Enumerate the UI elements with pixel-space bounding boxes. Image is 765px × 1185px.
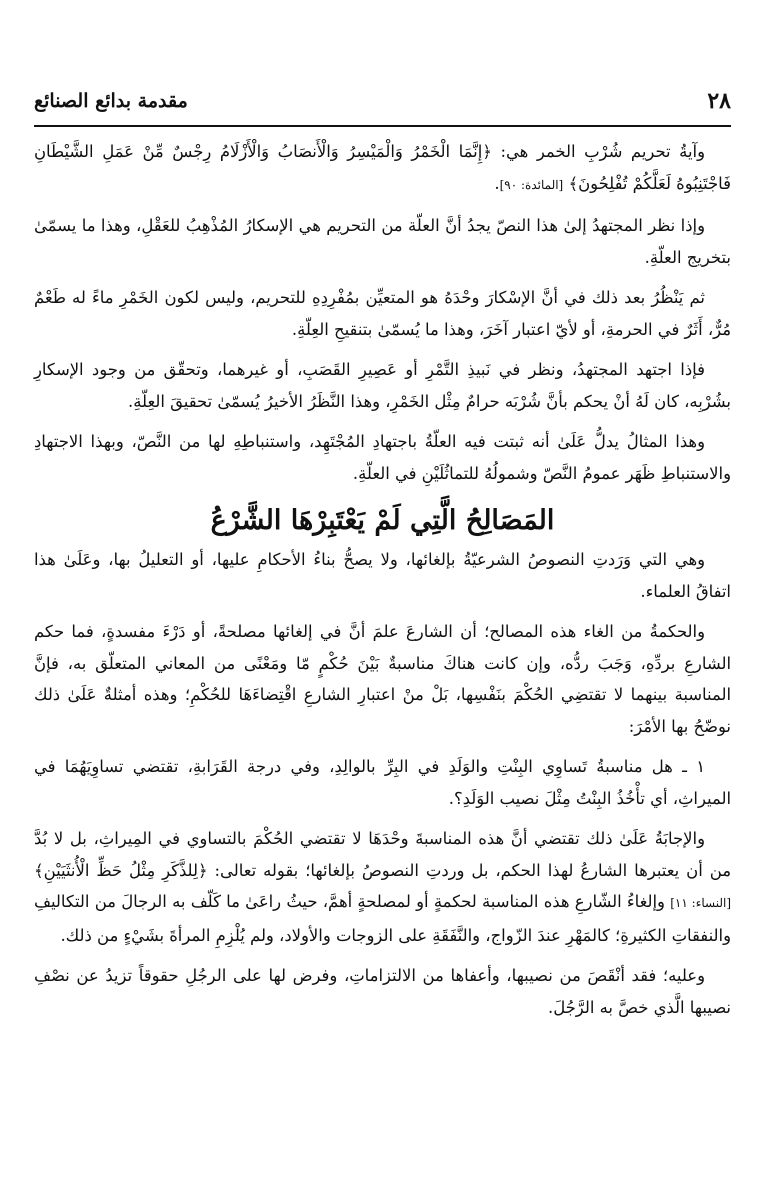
page-number: ٢٨ <box>707 88 731 114</box>
paragraph-5: وهذا المثالُ يدلُّ عَلَىٰ أنه ثبتت فيه العلّةُ باجتهادِ المُجْتَهِد، واستنباطِهِ لها من النَّصّ، وبهذا الاجتهادِ والاستنباطِ ظَهَر عمومُ النَّصّ وشمولُهُ للتماثُلَيْنِ في العلّةِ. <box>34 432 731 483</box>
paragraph-8: ١ ـ هل مناسبةُ تَساوِي البِنْتِ والوَلَدِ في البِرِّ بالوالِدِ، وفي درجة القَرَابةِ، تقتضي تساوِيَهُمَا في الميراثِ، أي تأْخُذُ البِنْتُ مِثْلَ نصيب الوَلَدِ؟. <box>34 757 731 808</box>
paragraph-9-start: والإجابَةُ عَلَىٰ ذلك تقتضي أنَّ هذه المناسبةَ وحْدَهَا لا تقتضي الحُكْمَ بالتساوي في المِيراثِ، بل لا بُدَّ من أن يعتبرها الشارعُ لهذا الحكم، بل وردتِ النصوصُ بإلغائها؛ بقوله تعالى: ﴿لِلذَّكَرِ مِثْلُ حَظِّ الْأُنثَيَيْنِ﴾ <box>34 829 731 880</box>
page-header <box>34 84 731 118</box>
quran-verse-maidah: وآيةُ تحريم شُرْبِ الخمر هي: ﴿إِنَّمَا الْخَمْرُ وَالْمَيْسِرُ وَالْأَنصَابُ وَالْأَزْلَامُ رِجْسٌ مِّنْ عَمَلِ الشَّيْطَانِ فَاجْتَنِبُوهُ لَعَلَّكُمْ تُفْلِحُونَ﴾ <box>34 142 731 193</box>
paragraph-7: والحكمةُ من الغاء هذه المصالح؛ أن الشارعَ علمَ أنَّ في إلغائها مصلحةً، أو دَرْءَ مفسدةٍ، فما حكم الشارعِ بردِّهِ، وَجَبَ ردُّه، وإن كانت هناكَ مناسبةٌ بَيْنَ حُكْمٍ مّا ومَعْنًى من المعاني المتعلّق به، فإنَّ المناسبة بينهما لا تقتضِي الحُكْمَ بنَفْسِها، بَلْ منْ اعتبارِ الشارعِ اقْتِضاءَهَا للحُكْمِ؛ وهذه أمثلةٌ عَلَىٰ ذلك نوضّحُ بها الأمْرَ: <box>34 622 731 736</box>
section-heading: المَصَالِحُ الَّتِي لَمْ يَعْتَبِرْهَا الشَّرْعُ <box>210 505 555 536</box>
header-rule <box>34 125 731 127</box>
paragraph-3: ثم يَنْظُرُ بعد ذلك في أنَّ الإسْكارَ وحْدَهُ هو المتعيِّن بمُفْرِدِهِ للتحريم، وليس لكون الخَمْرِ ماءً له طَعْمٌ مُرٌّ، أَثَرٌ في الحرمةِ، أو لأيّ اعتبار آخَرَ، وهذا ما يُسمّىٰ بتنقيحِ العِلّةِ. <box>34 288 731 339</box>
page-body <box>34 136 731 1032</box>
paragraph-1: وآيةُ تحريم شُرْبِ الخمر هي: ﴿إِنَّمَا الْخَمْرُ وَالْمَيْسِرُ وَالْأَنصَابُ وَالْأَزْلَامُ رِجْسٌ مِّنْ عَمَلِ الشَّيْطَانِ فَاجْتَنِبُوهُ لَعَلَّكُمْ تُفْلِحُونَ﴾ [المائدة: ٩٠]. <box>34 142 731 193</box>
verse-reference-maidah: [المائدة: ٩٠] <box>499 177 564 192</box>
paragraph-6: وهي التي وَرَدتِ النصوصُ الشرعيّةُ بإلغائها، ولا يصحُّ بناءُ الأحكامِ عليها، أو التعليلُ بها، وعَلَىٰ هذا اتفاقُ العلماء. <box>34 550 731 601</box>
verse-reference-nisa: [النساء: ١١] <box>670 896 732 910</box>
paragraph-9 <box>34 823 731 951</box>
paragraph-4: فإذا اجتهد المجتهدُ، ونظر في نَبيذِ التَّمْرِ أو عَصِيرِ القَصَبِ، أو غيرهما، وتحقّق من وجود الإسكارِ بشُرْبِه، كان لَهُ أنْ يحكم بأنَّ شُرْبَه حرامٌ مِثْل الخَمْرِ، وهذا النَّظَرُ الأخيرُ يُسمّىٰ تحقيقَ العِلّةِ. <box>34 360 731 411</box>
paragraph-9-end: وإلغاءُ الشّارعِ هذه المناسبة لحكمةٍ أو لمصلحةٍ أهمَّ، حيثُ راعَىٰ ما كَلّف به الرجالَ من التكاليفِ والنفقاتِ الكثيرةِ؛ كالمَهْرِ عندَ الزّواج، والنَّفَقَةِ على الزوجات والأولاد، ولم يُلْزِمِ المرأةَ بشَيْءٍ من ذلك. <box>34 892 731 945</box>
paragraph-10: وعليه؛ فقد أنْقَصَ من نصيبها، وأعفاها من الالتزاماتِ، وفرض لها على الرجُلِ حقوقاً تزيدُ عن نصْفِ نصيبها الَّذي خصَّ به الرَّجُلَ. <box>34 966 731 1017</box>
paragraph-2: وإذا نظر المجتهدُ إلىٰ هذا النصّ يجدُ أنَّ العلّة من التحريم هي الإسكارُ المُذْهِبُ للعَقْلِ، وهذا ما يسمّىٰ بتخريج العلّةِ. <box>34 216 731 267</box>
running-title: مقدمة بدائع الصنائع <box>34 90 188 112</box>
